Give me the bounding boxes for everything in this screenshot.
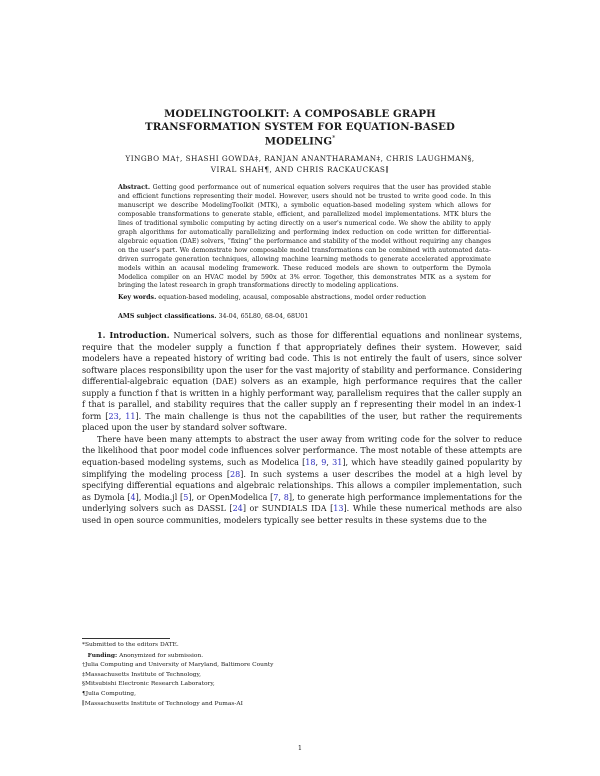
keywords-text: equation-based modeling, acausal, composable abstractions, model order reduction: [158, 294, 427, 301]
citation-link[interactable]: 13: [333, 504, 344, 514]
intro-p1-text-a: Numerical solvers, such as those for differential equations and nonlinear systems, require that the modeler supply a function f that appropriately defines their system. However, said modelers have a repeated history of writing bad code. This is not entirely the fault of users, since solver software places responsibility upon the user for the vast majority of stability and performance. Considering differential-algebraic equation (DAE) solvers as an example, high performance requires that the caller supply a function f that is written in a highly performant way, parallelism requires that the caller supply an f that is parallel, and stability requires that the caller supply an f representing their model in an index-1 form [: [82, 331, 523, 421]
citation-link[interactable]: 9: [321, 458, 327, 468]
footnotes: [82, 641, 522, 709]
citation-separator: ,: [315, 458, 322, 468]
intro-p1-text-b: ]. The main challenge is thus not the capabilities of the user, but rather the requirements placed upon the user by standard solver software.: [82, 411, 522, 433]
title-line-3-text: MODELING: [264, 135, 333, 148]
abstract: [118, 184, 491, 291]
footnote-affiliation-rackauckas: ∥Massachusetts Institute of Technology and Pumas-AI: [82, 700, 243, 707]
title-line-1: MODELINGTOOLKIT: A COMPOSABLE GRAPH: [164, 108, 436, 120]
footnote-affiliation-merl: §Mitsubishi Electronic Research Laboratory,: [82, 681, 215, 688]
paper-title: [100, 108, 500, 148]
authors-line-1: YINGBO MA†, SHASHI GOWDA‡, RANJAN ANANTHARAMAN‡, CHRIS LAUGHMAN§,: [125, 154, 475, 163]
intro-p2-text-a: There have been many attempts to abstract the user away from writing code for the solver to reduce the likelihood that poor model code influences solver performance. The most notable of these attempts are equation-based modeling systems, such as Modelica [: [82, 434, 522, 468]
ams-text: 34-04, 65L80, 68-04, 68U01: [218, 313, 309, 320]
title-line-2: TRANSFORMATION SYSTEM FOR EQUATION-BASED: [145, 120, 455, 133]
citation-separator: ,: [118, 411, 126, 421]
citation-link[interactable]: 5: [183, 492, 189, 502]
citation-link[interactable]: 23: [108, 411, 119, 421]
intro-p2-text-c: ]. In such systems a user describes the model at a high level by specifying differential equations and algebraic relationships. This allows a compiler implementation, such as Dymola [: [82, 469, 522, 502]
authors-line-2: VIRAL SHAH¶, AND CHRIS RACKAUCKAS∥: [210, 165, 390, 174]
intro-p2-text-f: ], to generate high performance implementations for the underlying solvers such as DASSL [: [82, 492, 523, 514]
funding-label: Funding:: [87, 651, 118, 659]
citation-link[interactable]: 28: [229, 469, 241, 479]
ams-classifications: [118, 312, 491, 321]
citation-link[interactable]: 31: [332, 458, 343, 468]
abstract-text: Getting good performance out of numerical equation solvers requires that the user has provided stable and efficient functions representing their model. However, users should not be trusted to write good code. In this manuscript we describe ModelingToolkit (MTK), a symbolic equation-based modeling system which allows for composable transformations to generate stable, efficient, and parallelized model implementations. MTK blurs the lines of traditional symbolic computing by acting directly on a user's numerical code. We show the ability to apply graph algorithms for automatically parallelizing and performing index reduction on code written for differential-algebraic equation (DAE) solvers, “fixing” the performance and stability of the model without requiring any changes on the user's part. We demonstrate how composable model transformations can be combined with automated data-driven surrogate generation techniques, allowing machine learning methods to generate accelerated approximate models within an acausal modeling framework. These reduced models are shown to outperform the Dymola Modelica compiler on an HVAC model by 590x at 3% error. Together, this demonstrates MTK as a system for bringing the latest research in graph transformations directly to modeling applications.: [118, 184, 491, 290]
citation-link[interactable]: 18: [305, 458, 316, 468]
author-list: [80, 153, 520, 175]
citation-link[interactable]: 24: [232, 504, 243, 514]
funding-text: Anonymized for submission.: [119, 652, 204, 659]
intro-p2-text-e: ], or OpenModelica [: [188, 492, 274, 502]
title-footnote-mark: *: [332, 135, 336, 142]
citation-link[interactable]: 11: [125, 411, 136, 421]
intro-p2-text-d: ], Modia.jl [: [135, 492, 184, 502]
keywords: [118, 293, 491, 302]
section-heading: 1. Introduction.: [97, 330, 170, 340]
citation-separator: ,: [278, 492, 284, 502]
citation-link[interactable]: 8: [283, 492, 289, 502]
citation-link[interactable]: 7: [273, 492, 279, 502]
citation-link[interactable]: 4: [130, 492, 136, 502]
footnote-affiliation-ma: †Julia Computing and University of Maryland, Baltimore County: [82, 662, 274, 669]
ams-label: AMS subject classifications.: [118, 313, 217, 320]
citation-separator: ,: [326, 458, 333, 468]
introduction-section: [82, 330, 522, 526]
footnote-divider: [82, 638, 170, 639]
intro-p2-text-h: ]. While these numerical methods are also used in open source communities, modelers typically see better results in these systems due to the: [82, 504, 522, 525]
title-line-3: [100, 133, 500, 148]
footnote-affiliation-julia: ¶Julia Computing,: [82, 690, 136, 697]
footnote-funding: [82, 651, 522, 662]
keywords-label: Key words.: [118, 294, 157, 301]
abstract-label: Abstract.: [118, 184, 151, 191]
page-number: 1: [297, 744, 303, 752]
footnote-submission: *Submitted to the editors DATE.: [82, 642, 179, 648]
intro-p2-text-g: ] or SUNDIALS IDA [: [242, 504, 334, 514]
intro-paragraph-1: [82, 330, 522, 434]
intro-p2-text-b: ], which have steadily gained popularity by simplifying the modeling process [: [82, 458, 523, 479]
footnote-affiliation-mit: ‡Massachusetts Institute of Technology,: [82, 671, 201, 678]
intro-paragraph-2: [82, 434, 522, 526]
